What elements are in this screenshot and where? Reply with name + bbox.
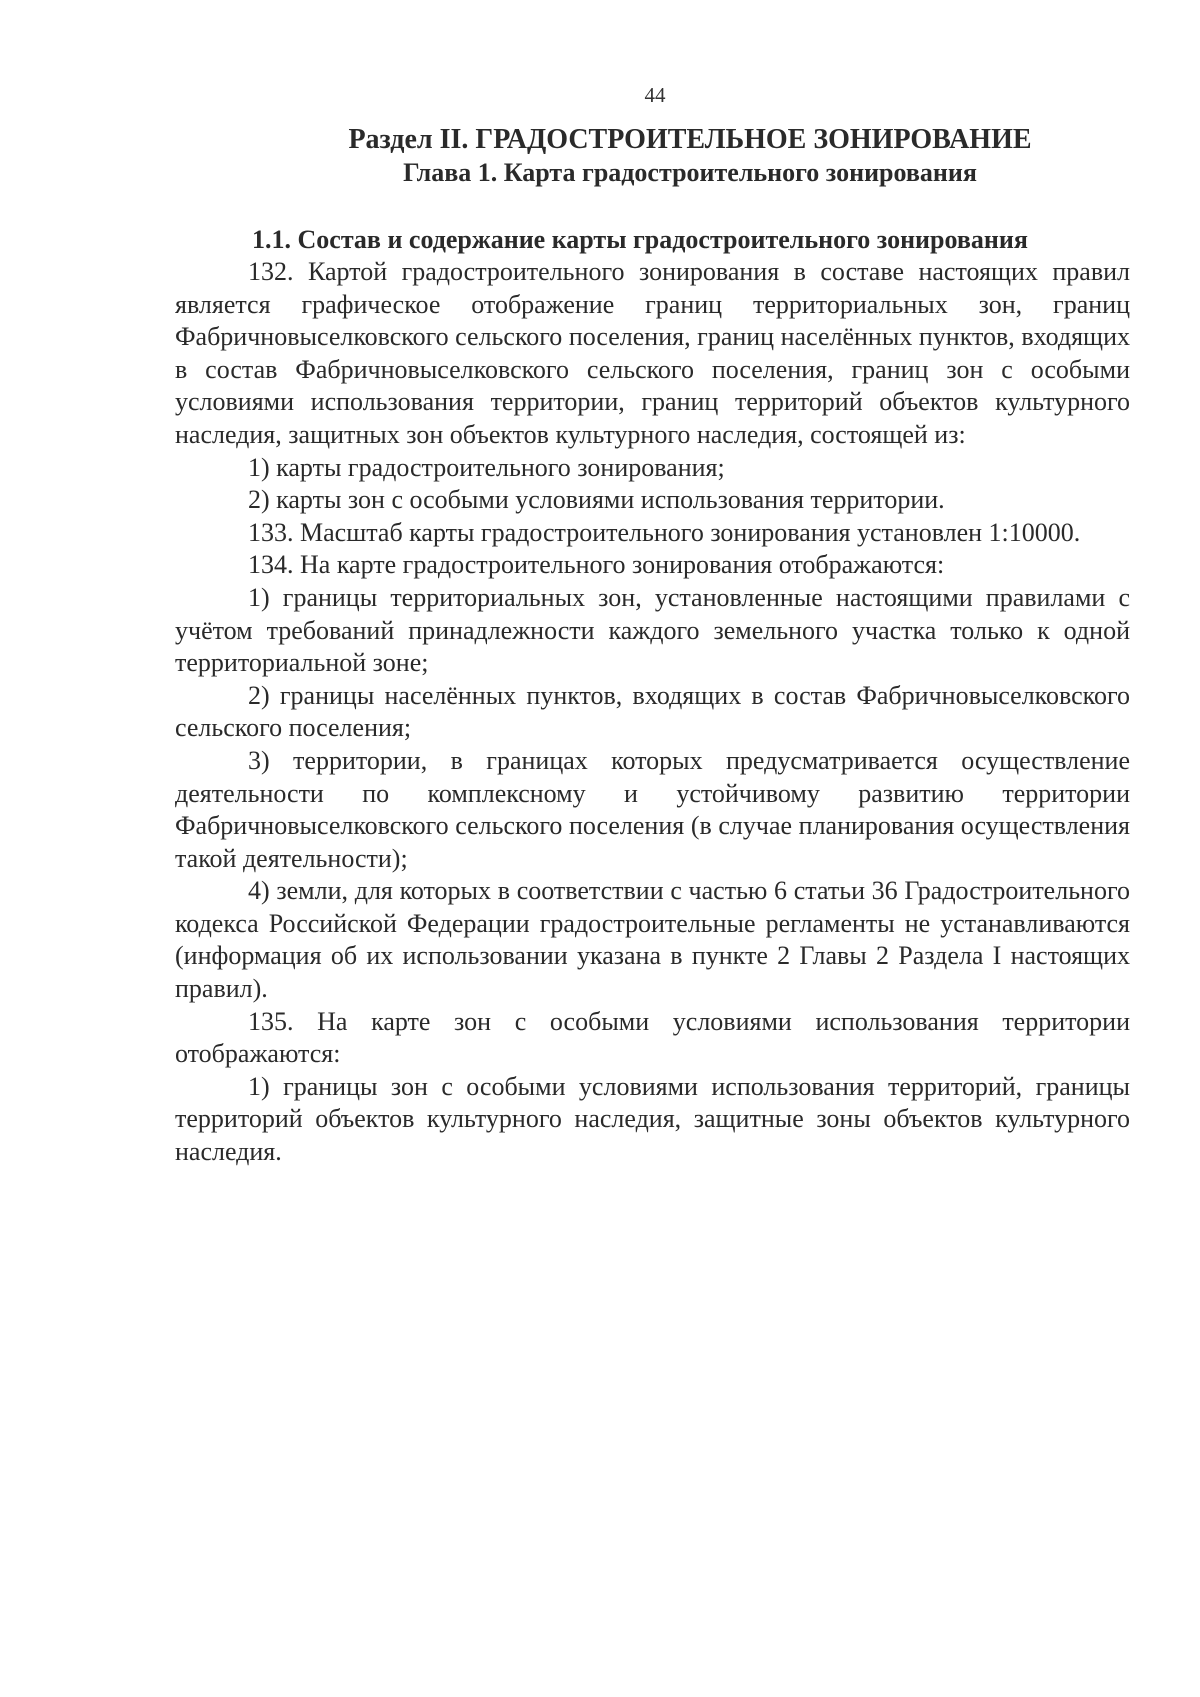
body-text [175,256,1130,1169]
list-item: 2) границы населённых пунктов, входящих в состав Фабричновыселковского сельского поселения; [175,680,1130,743]
list-item: 4) земли, для которых в соответствии с частью 6 статьи 36 Градостроительного кодекса Российской Федерации градостроительные регламенты не устанавливаются (информация об их использовании указана в пункте 2 Главы 2 Раздела I настоящих правил). [175,876,1130,1004]
paragraph-133: 133. Масштаб карты градостроительного зонирования установлен 1:10000. [248,517,1081,547]
section-title: Раздел II. ГРАДОСТРОИТЕЛЬНОЕ ЗОНИРОВАНИЕ [348,124,1032,155]
list-item: 1) границы территориальных зон, установленные настоящими правилами с учётом требований принадлежности каждого земельного участка только к одной территориальной зоне; [175,582,1130,678]
page-number: 44 [644,83,666,107]
list-item: 2) карты зон с особыми условиями использования территории. [248,485,945,515]
chapter-title: Глава 1. Карта градостроительного зонирования [403,158,977,187]
paragraph-134: 134. На карте градостроительного зонирования отображаются: [248,550,945,580]
list-item: 1) карты градостроительного зонирования; [248,452,725,482]
paragraph-132: 132. Картой градостроительного зонирования в составе настоящих правил является графическое отображение границ территориальных зон, границ Фабричновыселковского сельского поселения, границ населённых пунктов, входящих в состав Фабричновыселковского сельского поселения, границ зон с особыми условиями использования территории, границ территорий объектов культурного наследия, защитных зон объектов культурного наследия, состоящей из: [175,257,1130,449]
list-item: 1) границы зон с особыми условиями использования территорий, границы территорий объектов культурного наследия, защитные зоны объектов культурного наследия. [175,1071,1130,1167]
paragraph-135: 135. На карте зон с особыми условиями использования территории отображаются: [175,1006,1130,1069]
list-item: 3) территории, в границах которых предусматривается осуществление деятельности по комплексному и устойчивому развитию территории Фабричновыселковского сельского поселения (в случае планирования осуществления такой деятельности); [175,745,1130,873]
subsection-title: 1.1. Состав и содержание карты градостроительного зонирования [252,225,1028,254]
